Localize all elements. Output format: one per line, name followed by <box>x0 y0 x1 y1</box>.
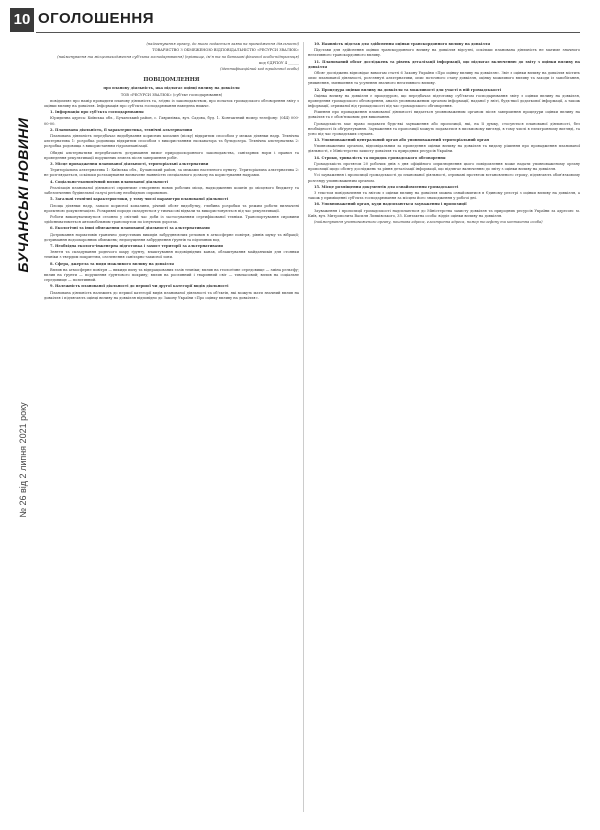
paragraph: Обидві альтернативи передбачають дотримання вимог природоохоронного законодавства, санітарних норм і правил та проведення рекультивації порушених земель після завершення робіт. <box>44 150 299 160</box>
paragraph: 3. Місце провадження планованої діяльності, територіальні альтернативи <box>50 161 209 166</box>
paragraph: Планована діяльність передбачає видобування корисних копалин (піску) відкритим способом у межах ділянки надр. Технічна альтернатива 1: розробка родовища відкритим способом з використанням екскаватора та бульдозера. Технічна альтернатива 2: розробка родовища з використанням гідромеханізації. <box>44 134 299 149</box>
paragraph: Громадськість протягом 20 робочих днів з дня офіційного оприлюднення цього повідомлення може надати уповноваженому органу пропозиції щодо обсягу досліджень та рівня деталізації інформації, що підлягає включенню до звіту з оцінки впливу на довкілля. <box>308 162 580 172</box>
paragraph: код ЄДРПОУ 4 ______ <box>259 60 299 65</box>
paragraph: Планована діяльність належить до першої категорії видів планованої діяльності та об'єктів, які можуть мати значний вплив на довкілля і підлягають оцінці впливу на довкілля відповідно до Закону України «Про оцінку впливу на довкілля». <box>44 290 299 300</box>
paragraph: (ідентифікаційний код юридичної особи) <box>220 67 299 72</box>
paragraph: Реалізація планованої діяльності сприятиме створенню нових робочих місць, надходженню коштів до місцевого бюджету та забезпеченню будівельної галузі регіону необхідною сировиною. <box>44 185 299 195</box>
paragraph: Підстави для здійснення оцінки транскордонного впливу на довкілля відсутні, оскільки планована діяльність не матиме значного негативного транскордонного впливу. <box>308 48 580 58</box>
paragraph: 8. Сфера, джерела та види можливого впливу на довкілля <box>50 261 174 266</box>
section-title: ОГОЛОШЕННЯ <box>38 10 154 27</box>
paragraph: 12. Процедура оцінки впливу на довкілля та можливості для участі в ній громадськості <box>314 87 502 92</box>
paragraph: 11. Планований обсяг досліджень та рівень деталізації інформації, що підлягає включенню до звіту з оцінки впливу на довкілля <box>308 59 580 69</box>
paragraph: Зауваження і пропозиції громадськості надсилаються до Міністерства захисту довкілля та природних ресурсів України за адресою: м. Київ, вул. Митрополита Василя Липківського, 35. Контактна особа: відділ оцінки впливу на довкілля. <box>308 208 580 218</box>
paragraph: повідомляє про намір провадити планову діяльність та, згідно із законодавством, про початок громадського обговорення звіту з оцінки впливу на довкілля. Інформація про суб'єкта господарювання наведена нижче. <box>44 98 299 108</box>
paragraph: 5. Загальні технічні характеристики, у тому числі параметри планованої діяльності <box>50 197 229 202</box>
paragraph: 2. Планована діяльність, її характеристика, технічні альтернативи <box>50 127 193 132</box>
paragraph: ТОВ «РЕСУРСИ ЗВАЛЮК» (суб'єкт господарювання) <box>120 92 223 97</box>
paragraph: Юридична адреса: Київська обл., Бучанський район, с. Гаврилівка, вул. Садова, буд. 1. Контактний номер телефону: (044) 000-00-00. <box>44 116 299 126</box>
paragraph: Роботи виконуватимуться сезонно у світлий час доби із застосуванням сертифікованої техніки. Транспортування сировини здійснюватиметься автомобільним транспортом по існуючих дорогах. <box>44 214 299 224</box>
paragraph: Рішення про провадження планованої діяльності видається уповноваженим органом після завершення процедури оцінки впливу на довкілля та є обов'язковим для виконання. <box>308 110 580 120</box>
paragraph: (найменування органу, до якого подається заява на провадження діяльності) <box>146 42 299 46</box>
paragraph: Дотримання нормативів гранично допустимих викидів забруднюючих речовин в атмосферне повітря, рівнів шуму та вібрації; дотримання водоохоронних обмежень; недопущення забруднення ґрунтів та підземних вод. <box>44 232 299 242</box>
paragraph: Уповноваженим органом, відповідальним за проведення оцінки впливу на довкілля та видачу рішення про провадження планованої діяльності, є Міністерство захисту довкілля та природних ресурсів України. <box>308 144 580 154</box>
paragraph: Територіальна альтернатива 1: Київська обл., Бучанський район, за межами населеного пункту. Територіальна альтернатива 2: не розглядається, оскільки розташування визначене наявністю спеціального дозволу на користування надрами. <box>44 168 299 178</box>
paragraph: Громадськість має право подавати будь-які зауваження або пропозиції, які, на її думку, стосуються планованої діяльності, без необхідності їх обґрунтування. Зауваження та пропозиції можуть подаватися в письмовому вигляді, в тому числі в електронному вигляді, та усно під час громадських слухань. <box>308 121 580 136</box>
left-column <box>44 42 299 818</box>
masthead <box>14 50 32 340</box>
paragraph: (найменування уповноваженого органу, поштова адреса, електронна адреса, номер телефону та контактна особа) <box>314 220 543 225</box>
paragraph: Обсяг досліджень відповідає вимогам статті 6 Закону України «Про оцінку впливу на довкілля». Звіт з оцінки впливу на довкілля містить опис планованої діяльності, розглянуті альтернативи, опис поточного стану довкілля, оцінку можливого впливу та заходи із запобігання, уникнення, зменшення та усунення значного негативного впливу. <box>308 71 580 86</box>
paragraph: 1. Інформація про суб'єкта господарювання <box>50 110 144 115</box>
paragraph: ТОВАРИСТВО З ОБМЕЖЕНОЮ ВІДПОВІДАЛЬНІСТЮ «РЕСУРСИ ЗВАЛЮК» <box>152 48 299 53</box>
masthead-text: БУЧАНСЬКІ НОВИНИ <box>15 117 31 273</box>
column-divider <box>303 42 304 812</box>
header-rule <box>36 32 580 33</box>
paragraph: Зняття та складування родючого шару ґрунту, влаштування водовідвідних канав, облаштування майданчиків для стоянки техніки з твердим покриттям, озеленення санітарно-захисної зони. <box>44 250 299 260</box>
paragraph: З текстом повідомлення та звітом з оцінки впливу на довкілля можна ознайомитися в Єдиному реєстрі з оцінки впливу на довкілля, а також у приміщенні суб'єкта господарювання за місцем його знаходження у робочі дні. <box>308 191 580 201</box>
paragraph: 13. Уповноважений центральний орган або уповноважений територіальний орган <box>314 138 490 143</box>
paragraph: 6. Екологічні та інші обмеження планованої діяльності за альтернативами <box>50 226 210 231</box>
paragraph: 14. Строки, тривалість та порядок громадського обговорення <box>314 155 446 160</box>
paragraph: 9. Належність планованої діяльності до першої чи другої категорії видів діяльності <box>50 284 229 289</box>
paragraph: Вплив на атмосферне повітря — викиди пилу та відпрацьованих газів техніки; вплив на геологічне середовище — зміна рельєфу; вплив на ґрунти — порушення ґрунтового покриву; вплив на рослинний і тваринний світ — тимчасовий; вплив на соціальне середовище — позитивний. <box>44 267 299 283</box>
paragraph: 10. Наявність підстав для здійснення оцінки транскордонного впливу на довкілля <box>314 42 490 46</box>
paragraph: Площа ділянки надр, запаси корисної копалини, річний обсяг видобутку, глибина розробки та режим роботи визначені проєктною документацією. Розкривні породи складуються у тимчасові відвали та використовуються під час рекультивації. <box>44 203 299 213</box>
right-column <box>308 42 580 818</box>
paragraph: Усі зауваження і пропозиції громадськості до планованої діяльності, отримані протягом встановленого строку, підлягають обов'язковому розгляду уповноваженим органом. <box>308 173 580 183</box>
paragraph: 16. Уповноважений орган, куди надсилаються зауваження і пропозиції <box>314 202 467 207</box>
issue-text: № 26 від 2 липня 2021 року <box>18 402 28 518</box>
paragraph: про планову діяльність, яка підлягає оцінці впливу на довкілля <box>103 86 240 91</box>
paragraph: Оцінка впливу на довкілля є процедурою, що передбачає підготовку суб'єктом господарювання звіту з оцінки впливу на довкілля, проведення громадського обговорення, аналіз уповноваженим органом інформації, наданої у звіті, будь-якої додаткової інформації, а також інформації, отриманої від громадськості під час громадського обговорення. <box>308 93 580 108</box>
page-number: 10 <box>10 8 34 32</box>
paragraph: 7. Необхідна еколого-інженерна підготовка і захист території за альтернативами <box>50 243 223 248</box>
issue-info <box>14 350 32 570</box>
paragraph: 4. Соціально-економічний вплив планованої діяльності <box>50 179 168 184</box>
paragraph: ПОВІДОМЛЕННЯ <box>143 77 200 84</box>
paragraph: 15. Місце розміщення документів для ознайомлення громадськості <box>314 184 459 189</box>
paragraph: (найменування та місцезнаходження суб'єкта господарювання) (прізвище, ім'я та по батькові фізичної особи-підприємця) <box>57 54 299 59</box>
